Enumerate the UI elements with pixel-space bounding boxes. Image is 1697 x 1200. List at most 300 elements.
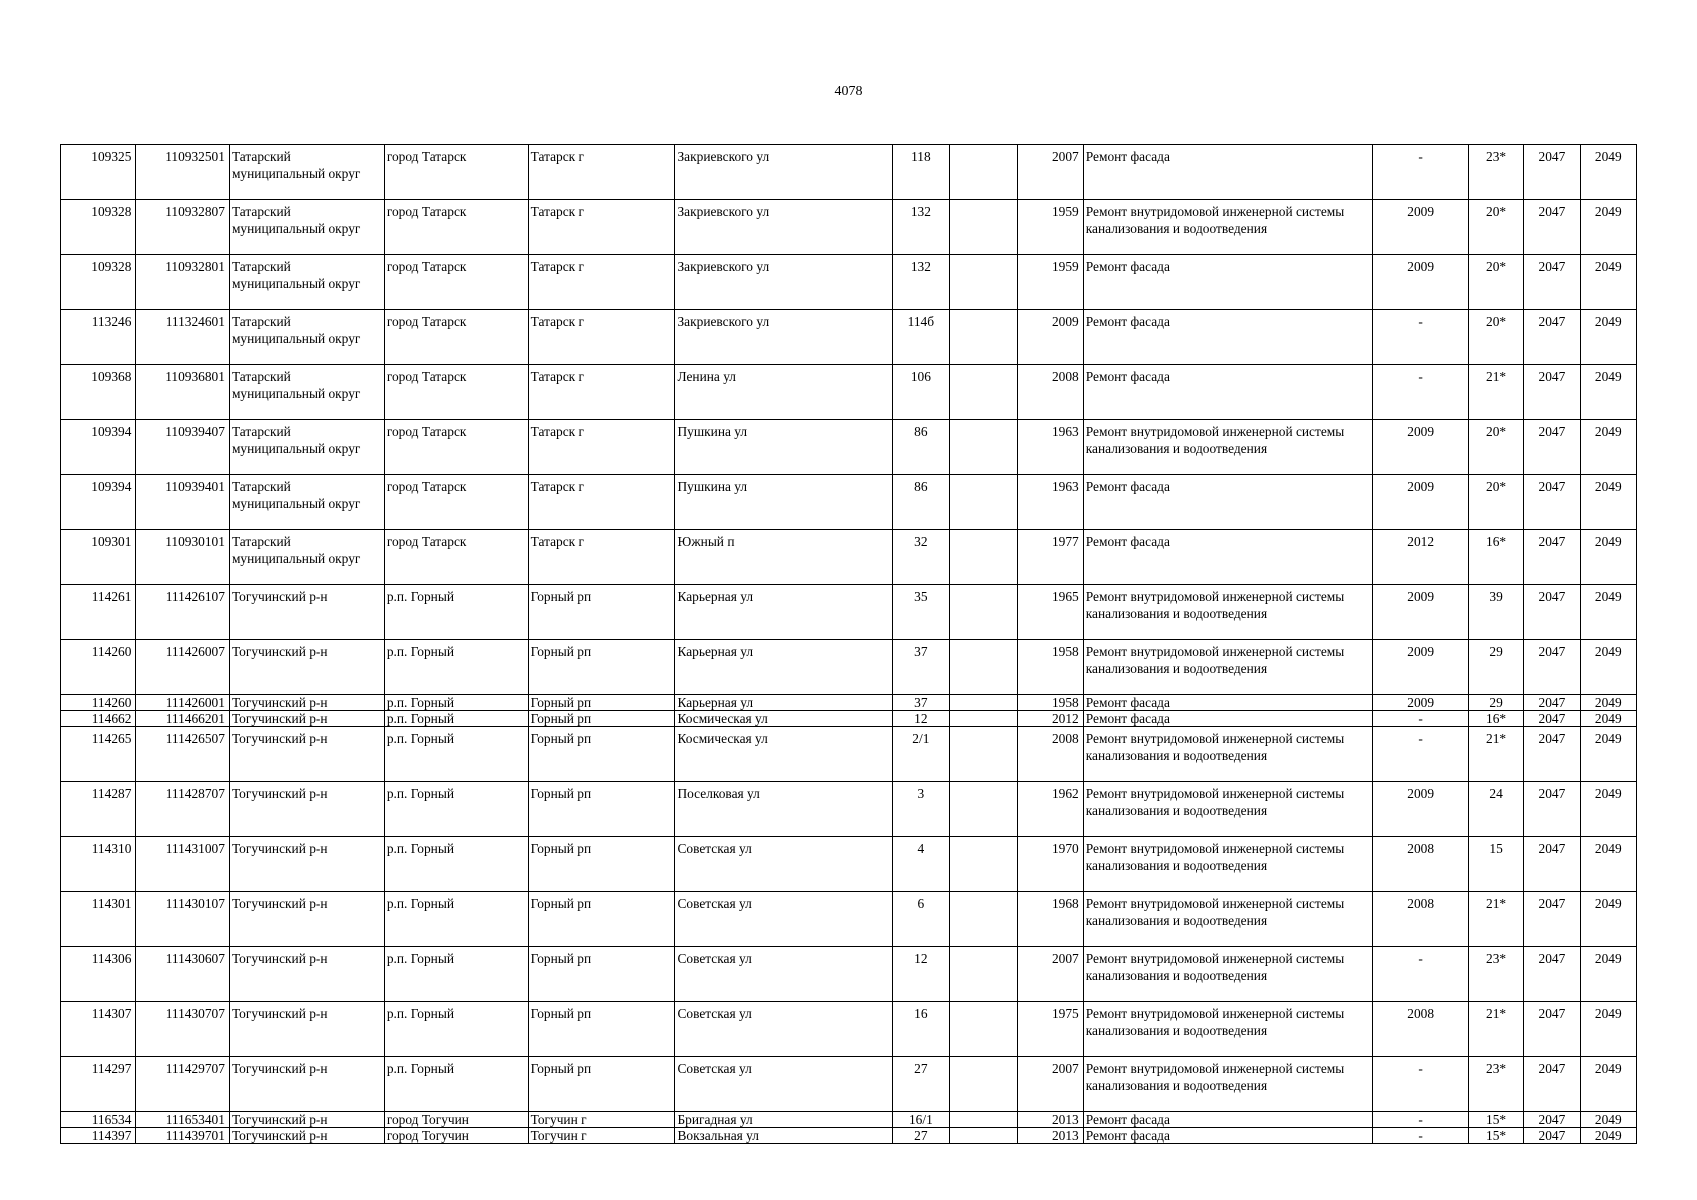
work-type-cell: Ремонт внутридомовой инженерной системы канализования и водоотведения: [1083, 585, 1373, 640]
last-repair-year-cell: 2012: [1373, 530, 1469, 585]
table-row: [61, 255, 1637, 310]
table-row: [61, 475, 1637, 530]
wear-percent-cell: 23*: [1468, 1057, 1523, 1112]
work-type-cell: Ремонт внутридомовой инженерной системы канализования и водоотведения: [1083, 837, 1373, 892]
street-cell: Пушкина ул: [675, 475, 892, 530]
last-repair-year-cell: 2009: [1373, 640, 1469, 695]
house-number-cell: 27: [892, 1057, 949, 1112]
house-number-cell: 114б: [892, 310, 949, 365]
work-type-cell: Ремонт внутридомовой инженерной системы канализования и водоотведения: [1083, 727, 1373, 782]
end-year-cell: 2049: [1580, 585, 1636, 640]
object-code-cell: 110930101: [136, 530, 230, 585]
locality-cell: Горный рп: [528, 1057, 675, 1112]
district-cell: Тогучинский р-н: [229, 585, 384, 640]
end-year-cell: 2049: [1580, 892, 1636, 947]
work-type-cell: Ремонт фасада: [1083, 145, 1373, 200]
start-year-cell: 2047: [1524, 585, 1580, 640]
record-id-cell: 114397: [61, 1128, 136, 1144]
district-cell: Татарский муниципальный округ: [229, 145, 384, 200]
house-number-cell: 12: [892, 947, 949, 1002]
settlement-cell: город Татарск: [384, 200, 528, 255]
locality-cell: Татарск г: [528, 420, 675, 475]
house-number-cell: 4: [892, 837, 949, 892]
settlement-cell: р.п. Горный: [384, 695, 528, 711]
start-year-cell: 2047: [1524, 310, 1580, 365]
building-cell: [950, 475, 1018, 530]
table-row: [61, 1128, 1637, 1144]
wear-percent-cell: 23*: [1468, 947, 1523, 1002]
record-id-cell: 114301: [61, 892, 136, 947]
street-cell: Ленина ул: [675, 365, 892, 420]
last-repair-year-cell: 2009: [1373, 782, 1469, 837]
work-type-cell: Ремонт фасада: [1083, 711, 1373, 727]
building-cell: [950, 420, 1018, 475]
locality-cell: Горный рп: [528, 1002, 675, 1057]
locality-cell: Татарск г: [528, 310, 675, 365]
object-code-cell: 110939407: [136, 420, 230, 475]
table-row: [61, 947, 1637, 1002]
end-year-cell: 2049: [1580, 837, 1636, 892]
building-cell: [950, 640, 1018, 695]
locality-cell: Горный рп: [528, 640, 675, 695]
table-row: [61, 530, 1637, 585]
object-code-cell: 111653401: [136, 1112, 230, 1128]
start-year-cell: 2047: [1524, 1112, 1580, 1128]
street-cell: Южный п: [675, 530, 892, 585]
end-year-cell: 2049: [1580, 1128, 1636, 1144]
district-cell: Татарский муниципальный округ: [229, 365, 384, 420]
wear-percent-cell: 20*: [1468, 200, 1523, 255]
work-type-cell: Ремонт внутридомовой инженерной системы канализования и водоотведения: [1083, 892, 1373, 947]
locality-cell: Горный рп: [528, 782, 675, 837]
table-row: [61, 782, 1637, 837]
last-repair-year-cell: -: [1373, 1128, 1469, 1144]
end-year-cell: 2049: [1580, 255, 1636, 310]
building-cell: [950, 782, 1018, 837]
wear-percent-cell: 24: [1468, 782, 1523, 837]
street-cell: Вокзальная ул: [675, 1128, 892, 1144]
settlement-cell: р.п. Горный: [384, 782, 528, 837]
locality-cell: Горный рп: [528, 695, 675, 711]
construction-year-cell: 1958: [1018, 695, 1083, 711]
object-code-cell: 111439701: [136, 1128, 230, 1144]
construction-year-cell: 1970: [1018, 837, 1083, 892]
table-row: [61, 585, 1637, 640]
end-year-cell: 2049: [1580, 1057, 1636, 1112]
wear-percent-cell: 15*: [1468, 1128, 1523, 1144]
district-cell: Татарский муниципальный округ: [229, 255, 384, 310]
locality-cell: Татарск г: [528, 475, 675, 530]
house-number-cell: 106: [892, 365, 949, 420]
start-year-cell: 2047: [1524, 782, 1580, 837]
work-type-cell: Ремонт внутридомовой инженерной системы канализования и водоотведения: [1083, 947, 1373, 1002]
record-id-cell: 114261: [61, 585, 136, 640]
object-code-cell: 111430707: [136, 1002, 230, 1057]
end-year-cell: 2049: [1580, 475, 1636, 530]
object-code-cell: 110936801: [136, 365, 230, 420]
street-cell: Советская ул: [675, 837, 892, 892]
work-type-cell: Ремонт внутридомовой инженерной системы канализования и водоотведения: [1083, 782, 1373, 837]
last-repair-year-cell: -: [1373, 727, 1469, 782]
building-cell: [950, 310, 1018, 365]
building-cell: [950, 1002, 1018, 1057]
district-cell: Татарский муниципальный округ: [229, 420, 384, 475]
construction-year-cell: 2013: [1018, 1128, 1083, 1144]
locality-cell: Горный рп: [528, 585, 675, 640]
last-repair-year-cell: 2009: [1373, 420, 1469, 475]
settlement-cell: р.п. Горный: [384, 892, 528, 947]
building-cell: [950, 145, 1018, 200]
street-cell: Поселковая ул: [675, 782, 892, 837]
table-row: [61, 727, 1637, 782]
construction-year-cell: 2013: [1018, 1112, 1083, 1128]
end-year-cell: 2049: [1580, 727, 1636, 782]
record-id-cell: 109328: [61, 255, 136, 310]
end-year-cell: 2049: [1580, 947, 1636, 1002]
district-cell: Тогучинский р-н: [229, 695, 384, 711]
building-cell: [950, 530, 1018, 585]
construction-year-cell: 1962: [1018, 782, 1083, 837]
record-id-cell: 114307: [61, 1002, 136, 1057]
work-type-cell: Ремонт фасада: [1083, 255, 1373, 310]
end-year-cell: 2049: [1580, 1002, 1636, 1057]
object-code-cell: 111426107: [136, 585, 230, 640]
district-cell: Тогучинский р-н: [229, 1057, 384, 1112]
wear-percent-cell: 29: [1468, 640, 1523, 695]
table-row: [61, 837, 1637, 892]
settlement-cell: р.п. Горный: [384, 1057, 528, 1112]
last-repair-year-cell: -: [1373, 947, 1469, 1002]
locality-cell: Татарск г: [528, 145, 675, 200]
object-code-cell: 110932501: [136, 145, 230, 200]
construction-year-cell: 2008: [1018, 727, 1083, 782]
locality-cell: Горный рп: [528, 892, 675, 947]
wear-percent-cell: 20*: [1468, 310, 1523, 365]
construction-year-cell: 2007: [1018, 947, 1083, 1002]
construction-year-cell: 1977: [1018, 530, 1083, 585]
settlement-cell: город Татарск: [384, 475, 528, 530]
district-cell: Тогучинский р-н: [229, 782, 384, 837]
work-type-cell: Ремонт внутридомовой инженерной системы канализования и водоотведения: [1083, 1002, 1373, 1057]
construction-year-cell: 1958: [1018, 640, 1083, 695]
record-id-cell: 109328: [61, 200, 136, 255]
district-cell: Тогучинский р-н: [229, 1112, 384, 1128]
record-id-cell: 109394: [61, 420, 136, 475]
house-number-cell: 27: [892, 1128, 949, 1144]
end-year-cell: 2049: [1580, 782, 1636, 837]
record-id-cell: 113246: [61, 310, 136, 365]
start-year-cell: 2047: [1524, 475, 1580, 530]
district-cell: Татарский муниципальный округ: [229, 475, 384, 530]
object-code-cell: 111429707: [136, 1057, 230, 1112]
building-cell: [950, 585, 1018, 640]
street-cell: Космическая ул: [675, 711, 892, 727]
object-code-cell: 111431007: [136, 837, 230, 892]
building-cell: [950, 727, 1018, 782]
construction-year-cell: 1959: [1018, 255, 1083, 310]
table-row: [61, 640, 1637, 695]
start-year-cell: 2047: [1524, 365, 1580, 420]
building-cell: [950, 365, 1018, 420]
settlement-cell: р.п. Горный: [384, 947, 528, 1002]
last-repair-year-cell: -: [1373, 1057, 1469, 1112]
house-number-cell: 35: [892, 585, 949, 640]
settlement-cell: город Тогучин: [384, 1128, 528, 1144]
end-year-cell: 2049: [1580, 530, 1636, 585]
locality-cell: Горный рп: [528, 837, 675, 892]
street-cell: Карьерная ул: [675, 585, 892, 640]
settlement-cell: р.п. Горный: [384, 585, 528, 640]
work-type-cell: Ремонт фасада: [1083, 310, 1373, 365]
end-year-cell: 2049: [1580, 695, 1636, 711]
district-cell: Тогучинский р-н: [229, 640, 384, 695]
table-row: [61, 695, 1637, 711]
house-number-cell: 132: [892, 255, 949, 310]
work-type-cell: Ремонт фасада: [1083, 365, 1373, 420]
last-repair-year-cell: 2009: [1373, 585, 1469, 640]
start-year-cell: 2047: [1524, 640, 1580, 695]
settlement-cell: город Татарск: [384, 530, 528, 585]
last-repair-year-cell: 2008: [1373, 837, 1469, 892]
record-id-cell: 114310: [61, 837, 136, 892]
street-cell: Космическая ул: [675, 727, 892, 782]
locality-cell: Горный рп: [528, 711, 675, 727]
house-number-cell: 118: [892, 145, 949, 200]
street-cell: Закриевского ул: [675, 310, 892, 365]
construction-year-cell: 2007: [1018, 145, 1083, 200]
table-row: [61, 145, 1637, 200]
wear-percent-cell: 39: [1468, 585, 1523, 640]
start-year-cell: 2047: [1524, 727, 1580, 782]
object-code-cell: 111426001: [136, 695, 230, 711]
district-cell: Тогучинский р-н: [229, 1128, 384, 1144]
street-cell: Закриевского ул: [675, 255, 892, 310]
record-id-cell: 114287: [61, 782, 136, 837]
house-number-cell: 86: [892, 420, 949, 475]
construction-year-cell: 1959: [1018, 200, 1083, 255]
district-cell: Тогучинский р-н: [229, 711, 384, 727]
object-code-cell: 110932807: [136, 200, 230, 255]
last-repair-year-cell: 2009: [1373, 695, 1469, 711]
district-cell: Тогучинский р-н: [229, 1002, 384, 1057]
end-year-cell: 2049: [1580, 420, 1636, 475]
register-table-body: [61, 145, 1637, 1144]
last-repair-year-cell: 2008: [1373, 1002, 1469, 1057]
work-type-cell: Ремонт фасада: [1083, 530, 1373, 585]
street-cell: Закриевского ул: [675, 200, 892, 255]
record-id-cell: 116534: [61, 1112, 136, 1128]
table-row: [61, 892, 1637, 947]
settlement-cell: р.п. Горный: [384, 711, 528, 727]
house-number-cell: 6: [892, 892, 949, 947]
object-code-cell: 111426007: [136, 640, 230, 695]
work-type-cell: Ремонт фасада: [1083, 1128, 1373, 1144]
district-cell: Тогучинский р-н: [229, 837, 384, 892]
locality-cell: Тогучин г: [528, 1128, 675, 1144]
work-type-cell: Ремонт внутридомовой инженерной системы канализования и водоотведения: [1083, 200, 1373, 255]
construction-year-cell: 1965: [1018, 585, 1083, 640]
table-row: [61, 1112, 1637, 1128]
street-cell: Советская ул: [675, 892, 892, 947]
table-row: [61, 711, 1637, 727]
locality-cell: Татарск г: [528, 530, 675, 585]
district-cell: Татарский муниципальный округ: [229, 530, 384, 585]
house-number-cell: 12: [892, 711, 949, 727]
house-number-cell: 37: [892, 640, 949, 695]
house-number-cell: 3: [892, 782, 949, 837]
table-row: [61, 1002, 1637, 1057]
last-repair-year-cell: -: [1373, 1112, 1469, 1128]
last-repair-year-cell: 2009: [1373, 255, 1469, 310]
district-cell: Татарский муниципальный округ: [229, 200, 384, 255]
street-cell: Советская ул: [675, 1002, 892, 1057]
locality-cell: Татарск г: [528, 200, 675, 255]
last-repair-year-cell: 2009: [1373, 475, 1469, 530]
construction-year-cell: 2008: [1018, 365, 1083, 420]
object-code-cell: 111430607: [136, 947, 230, 1002]
end-year-cell: 2049: [1580, 310, 1636, 365]
settlement-cell: город Татарск: [384, 255, 528, 310]
table-row: [61, 1057, 1637, 1112]
building-cell: [950, 255, 1018, 310]
wear-percent-cell: 21*: [1468, 892, 1523, 947]
record-id-cell: 109301: [61, 530, 136, 585]
building-cell: [950, 200, 1018, 255]
work-type-cell: Ремонт внутридомовой инженерной системы канализования и водоотведения: [1083, 1057, 1373, 1112]
district-cell: Тогучинский р-н: [229, 727, 384, 782]
building-cell: [950, 711, 1018, 727]
building-cell: [950, 837, 1018, 892]
page-number: 4078: [834, 84, 863, 99]
end-year-cell: 2049: [1580, 711, 1636, 727]
end-year-cell: 2049: [1580, 200, 1636, 255]
settlement-cell: город Татарск: [384, 310, 528, 365]
start-year-cell: 2047: [1524, 947, 1580, 1002]
object-code-cell: 111466201: [136, 711, 230, 727]
district-cell: Татарский муниципальный округ: [229, 310, 384, 365]
house-number-cell: 16: [892, 1002, 949, 1057]
wear-percent-cell: 15*: [1468, 1112, 1523, 1128]
wear-percent-cell: 21*: [1468, 727, 1523, 782]
record-id-cell: 109368: [61, 365, 136, 420]
record-id-cell: 114260: [61, 695, 136, 711]
construction-year-cell: 2012: [1018, 711, 1083, 727]
table-row: [61, 365, 1637, 420]
work-type-cell: Ремонт внутридомовой инженерной системы канализования и водоотведения: [1083, 420, 1373, 475]
object-code-cell: 111324601: [136, 310, 230, 365]
last-repair-year-cell: -: [1373, 145, 1469, 200]
wear-percent-cell: 15: [1468, 837, 1523, 892]
start-year-cell: 2047: [1524, 200, 1580, 255]
start-year-cell: 2047: [1524, 1128, 1580, 1144]
wear-percent-cell: 20*: [1468, 255, 1523, 310]
work-type-cell: Ремонт фасада: [1083, 475, 1373, 530]
last-repair-year-cell: -: [1373, 711, 1469, 727]
record-id-cell: 114306: [61, 947, 136, 1002]
record-id-cell: 114297: [61, 1057, 136, 1112]
start-year-cell: 2047: [1524, 837, 1580, 892]
object-code-cell: 110932801: [136, 255, 230, 310]
start-year-cell: 2047: [1524, 255, 1580, 310]
register-table: [60, 144, 1637, 1144]
construction-year-cell: 1975: [1018, 1002, 1083, 1057]
settlement-cell: р.п. Горный: [384, 727, 528, 782]
last-repair-year-cell: -: [1373, 365, 1469, 420]
object-code-cell: 110939401: [136, 475, 230, 530]
start-year-cell: 2047: [1524, 695, 1580, 711]
settlement-cell: город Тогучин: [384, 1112, 528, 1128]
end-year-cell: 2049: [1580, 1112, 1636, 1128]
end-year-cell: 2049: [1580, 145, 1636, 200]
settlement-cell: р.п. Горный: [384, 640, 528, 695]
record-id-cell: 109325: [61, 145, 136, 200]
object-code-cell: 111426507: [136, 727, 230, 782]
start-year-cell: 2047: [1524, 892, 1580, 947]
building-cell: [950, 1128, 1018, 1144]
wear-percent-cell: 23*: [1468, 145, 1523, 200]
wear-percent-cell: 16*: [1468, 711, 1523, 727]
settlement-cell: город Татарск: [384, 145, 528, 200]
last-repair-year-cell: -: [1373, 310, 1469, 365]
end-year-cell: 2049: [1580, 640, 1636, 695]
house-number-cell: 16/1: [892, 1112, 949, 1128]
last-repair-year-cell: 2008: [1373, 892, 1469, 947]
street-cell: Карьерная ул: [675, 695, 892, 711]
wear-percent-cell: 21*: [1468, 1002, 1523, 1057]
construction-year-cell: 2009: [1018, 310, 1083, 365]
start-year-cell: 2047: [1524, 530, 1580, 585]
object-code-cell: 111428707: [136, 782, 230, 837]
district-cell: Тогучинский р-н: [229, 892, 384, 947]
end-year-cell: 2049: [1580, 365, 1636, 420]
building-cell: [950, 1057, 1018, 1112]
record-id-cell: 109394: [61, 475, 136, 530]
house-number-cell: 37: [892, 695, 949, 711]
record-id-cell: 114260: [61, 640, 136, 695]
start-year-cell: 2047: [1524, 145, 1580, 200]
construction-year-cell: 1963: [1018, 475, 1083, 530]
table-row: [61, 200, 1637, 255]
wear-percent-cell: 29: [1468, 695, 1523, 711]
street-cell: Советская ул: [675, 1057, 892, 1112]
locality-cell: Тогучин г: [528, 1112, 675, 1128]
table-row: [61, 420, 1637, 475]
wear-percent-cell: 21*: [1468, 365, 1523, 420]
table-row: [61, 310, 1637, 365]
building-cell: [950, 695, 1018, 711]
wear-percent-cell: 20*: [1468, 420, 1523, 475]
settlement-cell: р.п. Горный: [384, 1002, 528, 1057]
start-year-cell: 2047: [1524, 711, 1580, 727]
work-type-cell: Ремонт фасада: [1083, 695, 1373, 711]
object-code-cell: 111430107: [136, 892, 230, 947]
wear-percent-cell: 20*: [1468, 475, 1523, 530]
settlement-cell: город Татарск: [384, 365, 528, 420]
street-cell: Пушкина ул: [675, 420, 892, 475]
street-cell: Бригадная ул: [675, 1112, 892, 1128]
record-id-cell: 114265: [61, 727, 136, 782]
settlement-cell: город Татарск: [384, 420, 528, 475]
street-cell: Закриевского ул: [675, 145, 892, 200]
wear-percent-cell: 16*: [1468, 530, 1523, 585]
house-number-cell: 32: [892, 530, 949, 585]
last-repair-year-cell: 2009: [1373, 200, 1469, 255]
work-type-cell: Ремонт внутридомовой инженерной системы канализования и водоотведения: [1083, 640, 1373, 695]
work-type-cell: Ремонт фасада: [1083, 1112, 1373, 1128]
locality-cell: Горный рп: [528, 947, 675, 1002]
street-cell: Советская ул: [675, 947, 892, 1002]
locality-cell: Татарск г: [528, 255, 675, 310]
